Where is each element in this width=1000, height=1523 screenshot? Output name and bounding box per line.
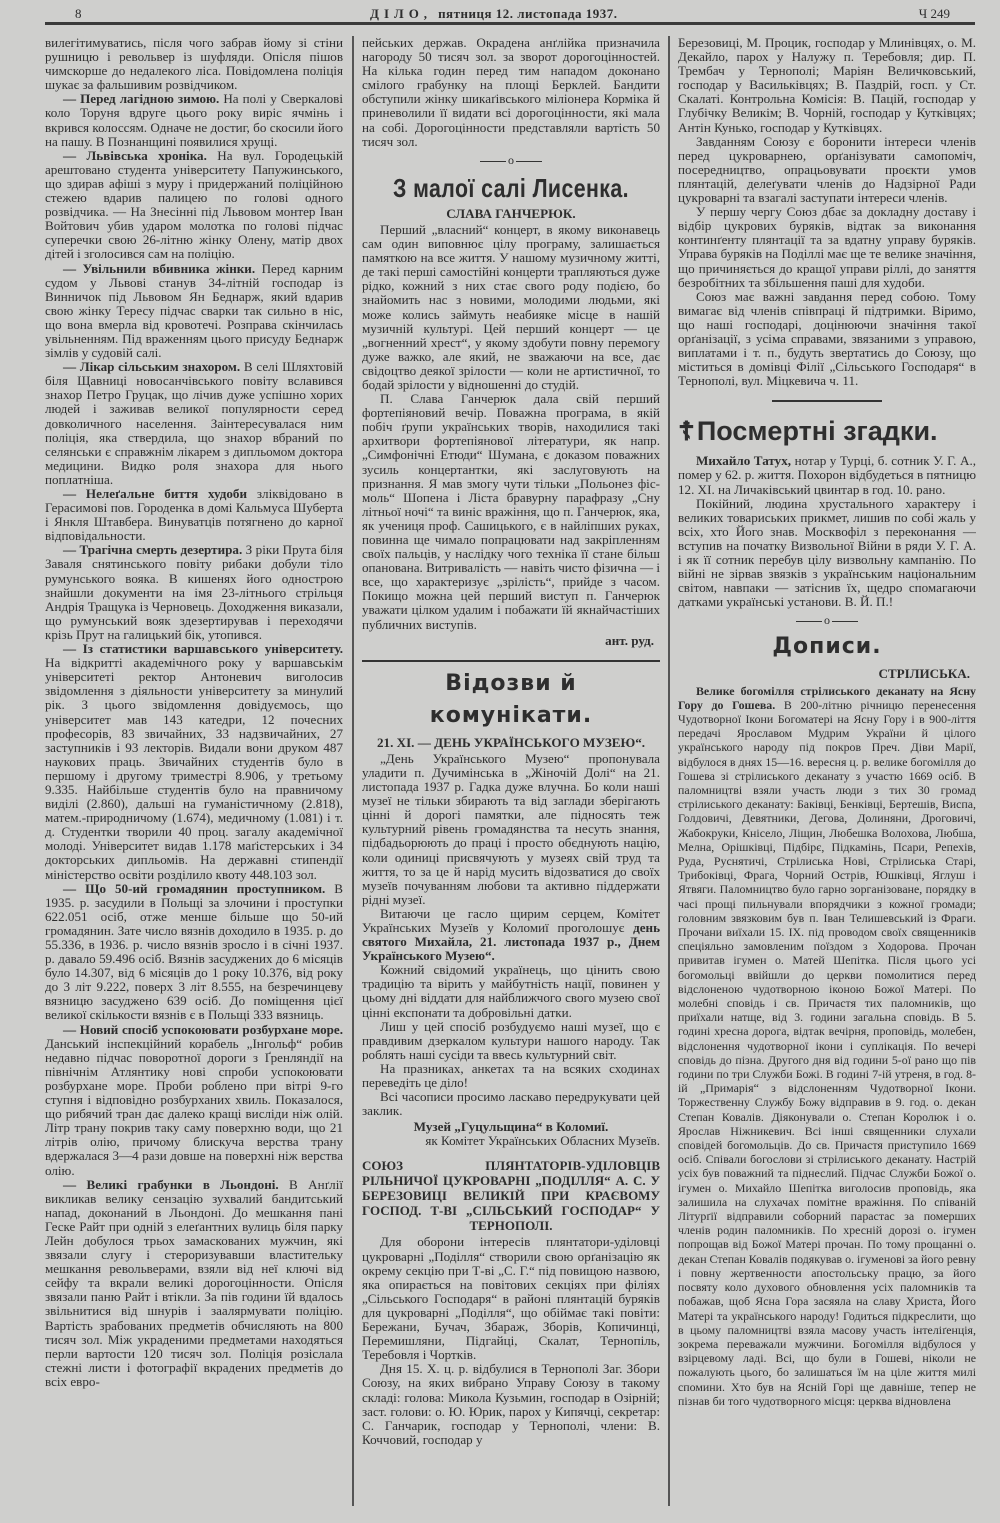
- article-paragraph: [45, 92, 343, 148]
- section-divider: o: [362, 153, 660, 167]
- paragraph-text: Дня 15. X. ц. р. відбулися в Тернополі Заг. Збори Союзу, на яких вибрано Управу Союзу в такому складі: голова: Микола Кузьмин, господар в Озірній; заст. голови: о. Ю. Юрик, парох у Кипячці, секретар: С. Ганчарик, господар у Тернополі, члени: В. Коччовий, господар у: [362, 1361, 660, 1447]
- orthodox-cross-icon: ☦: [678, 416, 695, 447]
- article-paragraph: [678, 497, 976, 610]
- paragraph-text: Всі часописи просимо ласкаво передрукувати цей заклик.: [362, 1089, 660, 1119]
- paragraph-text: Для оборони інтересів плянтатори-уділовці цукроварні „Поділля“ створили свою орґанізацію як окрему секцію при Т-ві „С. Г.“ під повищою назвою, яка опирається на повітових секціях при філіях „Сільського Господаря“ в районі плянтацій буряків для цукроварні „Поділля“, що обіймає такі повіти: Бережани, Бучач, Збараж, Зборів, Копичинці, Перемишляни, Підгайці, Скалат, Тернопіль, Теребовля і Чортків.: [362, 1234, 660, 1363]
- newspaper-title: ДІЛО,: [370, 6, 433, 21]
- article-lead-heading: Велике богомілля стрілиського деканату на Ясну Гору до Гошева.: [678, 683, 976, 712]
- emphasized-text: день святого Михайла, 21. листопада 1937 р., Днем Українського Музею“.: [362, 919, 660, 964]
- paragraph-text: Витаючи це гасло щирим серцем, Комітет Українських Музеїв у Коломиї проголошує: [362, 905, 660, 935]
- article-paragraph: [678, 290, 976, 389]
- article-paragraph: [362, 1235, 660, 1362]
- article-paragraph: [362, 1062, 660, 1090]
- article-paragraph: [362, 392, 660, 632]
- article-paragraph: [678, 684, 976, 1408]
- article-paragraph: [45, 642, 343, 882]
- article-paragraph: [362, 36, 660, 149]
- paragraph-text: В 1935. р. засудили в Польщі за злочини і проступки 622.051 осіб, отже менше більше що 50-ий громадянин. Зате число вязнів доходило в 1935. р. до 55.336, в 1936. р. число вязнів зросло і в січні 1937. р. давало 59.496 осіб. Вязнів засуджених до 6 місяців було 14.307, від 6 місяців до 1 року 10.376, від року до 3 літ 9.222, поверх 3 літ 8.555, на безречинцеву вязницю засуджено 639 осіб. До поміщення цієї великої скількости вязнів є в Польщі 333 вязниць.: [45, 880, 343, 1023]
- article-lead-heading: — Що 50-ий громадянин проступником.: [63, 880, 326, 896]
- article-paragraph: [45, 1023, 343, 1178]
- paragraph-text: вилегітимуватись, після чого забрав йому зі стіни рушницю і револьвер із шуфляди. Опісля пішов чимскорше до недалекого ліса. Повідомлена поліція шукає за фальшивим розвідчиком.: [45, 36, 343, 93]
- column-3: [678, 36, 976, 1506]
- article-lead-heading: Михайло Татух,: [696, 453, 792, 469]
- issue-date: пятниця 12. листопада 1937.: [438, 6, 618, 21]
- paragraph-text: Перший „власний“ концерт, в якому виконавець сам один виповнює цілу програму, залишається памяткою на все життя. У нашому музичному житті, де такі перші самостійні концерти трапляються дуже рідко, кожний з них стає свого роду подією, бо знайомить нас з новими, молодими людьми, які може колись займуть неабияке місце в нашій музичній культурі. Цей перший концерт — це „вогненний хрест“, у якому здобути повну перемогу дуже важко, але який, не зважаючи на все, дає свідоцтво деякої зрілости — коли не артистичної, то бодай зрілости у відношенні до студій.: [362, 221, 660, 392]
- paragraph-text: Покійний, людина хрустального характеру і великих товариських прикмет, лишив по собі жаль у всіх, хто Його знав. Москвофіл з переконання — вступив на початку Визвольної Війни в ряди У. Г. А. і як її сотник перебув цілу визвольну кампанію. По війні не зірвав звязків з українським національним світом, навпаки — затіснив їх, щедро спомагаючи датками українські установи. В. Й. П.!: [678, 495, 976, 610]
- paragraph-text: В 200-літню річницю перенесення Чудотворної Ікони Богоматері на Ясну Гору і в 900-ліття передачі Ярославом Мудрим України й цілого українського народу під покров Преч. Діви Марії, відбулося в днях 15—16. вересня ц. р. велике богомілля до Гошева зі стрілиського деканату з участю 1669 осіб. В паломництві взяли участь люди з тих 30 громад стрілиського деканату: Баківці, Бенківці, Бертешів, Виспа, Голдовичі, Девятники, Дегова, Долиняни, Дроговичі, Жабокруки, Кнісело, Ліщин, Любешка Волохова, Любша, Мелна, Орішківці, Підбірє, Підкамінь, Псари, Репехів, Руда, Руснятичі, Стрілиська Нові, Стрілиська Старі, Трибоківці, Фрага, Чорний Острів, Юшківці, Яглуш і Ятвяги. Паломництво було гарно зорганізоване, порядку в часі прощі пильнували впорядчики з кожної громади; головним звязковим був п. Іван Телишевський із Фраги. Прочани виїхали 15. IX. під проводом своїх священників спеціяльно замовленим поїздом з Ходорова. Прочан привитав ігумен о. Матей Шепітка. Після цього усі богомольці ввійшли до церкви помолитися перед відслоненою чудотворною іконою Божої Матері. По молебні сповідь і св. Причастя тих паломників, що приїхали натще, від 3. години загальна сповідь. В 5. годині хресна дорога, відтак вечірня, проповідь, молебен, відслонення чудотворної ікони і суплікація. По вечері сповідь до пізна. Другого дня від години 5-ої рано що пів години по три Служби Божі. В годині 7-ій утреня, в год. 8-ій „Примарія“ з відслоненням Чудотворної Ікони. Торжественну Службу Божу відправив в 9. год. о. декан Степан Ковалів. Діяконували о. Степан Королюк і о. Ярослав Ніжникевич. Всі інші священники слухали сповідей богомольців. До св. Причастя приступило 1669 осіб. Співали богослови зі стрілиського деканату. Настрій усіх був поважний та піднеслий. Підчас Служби Божої о. ігумен о. Михайло Шепітка виголосив проповідь, яка залишила на слухачах помітне вражіння. По співаній Літурґії відправили соборний парастас за померших членів родин паломників. По хресній дорозі о. ігумен попрощав від Божої Матері прочан. По тому прощанні о. декан Степан Ковалів подякував о. ігуменові за його ревну і повну жертвенности апостольську працю, за його посвяту коло духового обновлення усіх паломників та побажав, щоб Ясна Гора засяяла на славу Христа, Його Матері та українського народу! Годиться підкреслити, що в цьому паломництві взяла масову участь інтеліґенція, зокрема переважали мужчини. Богомілля відбулося у взірцевому ладі. Всі, що були в Гошеві, ніколи не пожалують цього, бо залишаться їм на ціле життя милі спомини. Хто був на Ясній Горі ще давніше, тепер не пізнав би того чудотворного місця: церква відновлена: [678, 697, 976, 1408]
- paragraph-text: Березовиці, М. Процик, господар у Млинівцях, о. М. Декайло, парох у Налужу п. Теребовля; дир. П. Трембач у Тернополі; Маріян Величковський, господар у Васильківцях; В. Паздрій, госп. у Ст. Скалаті. Контрольна Комісія: В. Пацій, господар у Глубічку Великім; В. Чорній, господар у Кутківцях; Антін Кунько, господар у Кутківцях.: [678, 36, 976, 135]
- article-paragraph: [45, 1178, 343, 1389]
- article-paragraph: [45, 262, 343, 361]
- article-paragraph: [45, 487, 343, 543]
- article-lead-heading: — Трагічна смерть дезертира.: [63, 542, 243, 558]
- article-paragraph: [362, 752, 660, 907]
- section-divider: o: [678, 613, 976, 627]
- column-2: [362, 36, 660, 1506]
- page-number: 8: [75, 6, 82, 21]
- section-heading: Дописи.: [772, 634, 882, 660]
- paragraph-text: Кожний свідомий українець, що цінить свою традицію та вірить у майбутність нації, повинен у цьому дні віддати для найближчого свого музею свої цінні експонати та добровільні датки.: [362, 962, 660, 1020]
- article-paragraph: [362, 907, 660, 963]
- paragraph-text: зліквідовано в Герасимові пов. Городенка в домі Кальмуса Шуберта і Янкля Штавбера. Винуватців потягнено до карної відповідальности.: [45, 486, 343, 544]
- paragraph-text: В селі Шляхтовій біля Щавниці новосанчівського повіту вславився знахор Петро Груцак, що лічив дуже успішно хорих людей і заживав великої популярности серед довколичного населення. Заінтересувалася ним поліція, яка ствердила, що знахор вбраний по селянськи є справжнім лікарем з дипльомом доктора медицини. Видко роля знахора для нього поплатніша.: [45, 359, 343, 487]
- section-heading-text: Посмертні згадки.: [696, 416, 938, 447]
- byline: СТРІЛИСЬКА.: [878, 666, 970, 682]
- article-paragraph: [678, 135, 976, 205]
- article-paragraph: [45, 36, 343, 92]
- signature-note: як Комітет Українських Обласних Музеїв.: [425, 1133, 660, 1149]
- paragraph-text: Данський інспекційний корабель „Інгольф“ робив недавно підчас поворотної дороги з Ґренляндії на північнім Атлянтику нові спроби успокоювати розбурхане море. Проби роблено при вітрі 9-го ступня і відповідно розбурханих хвиль. Показалося, що рибячий тран дає далеко кращі висліди ніж олій. Літр трану покрив таку саму поверхню води, що 21 літрів олію, причому блискуча верства трану вдержалася 3—4 рази довше на поверхні ніж верства олію.: [45, 1035, 343, 1178]
- article-lead-heading: — Лікар сільським знахором.: [63, 359, 241, 375]
- article-paragraph: [45, 882, 343, 1023]
- signature: Музей „Гуцульщина“ в Коломиї.: [413, 1119, 609, 1135]
- article-paragraph: [362, 963, 660, 1019]
- article-lead-heading: — Львівська хроніка.: [63, 147, 207, 163]
- paragraph-text: Перед карним судом у Львові станув 34-літній господар із Винничок під Львовом Ян Беднарж, який вдарив свою жінку Тересу підчас сварки так сильно в ніс, що вона вмерла від кровотечі. Розправа скінчилась увільненням. Під враженням цього присуду Беднарж зімлів у судовій салі.: [45, 260, 343, 361]
- section-heading: [678, 412, 976, 450]
- header-rule: [45, 22, 975, 25]
- article-subheading: СЛАВА ГАНЧЕРЮК.: [446, 205, 576, 221]
- paragraph-text: „День Українського Музею“ пропонувала уладити п. Дучимінська в „Жіночій Долі“ на 21. листопада 1937 р. Гадка дуже влучна. Бо коли наші музеї не тільки збирають та від заглади зберігають цінні й дорогі памятки, але підносять теж культурний рівень громадянства та несуть знання, підбадьорюють до праці і просто обєднують націю, коли одиниці присвячують у музеях свій труд та життя, то за це й нарід мусить відозватися до своїх музеїв почуванням любови та активно піддержати рідні музеї.: [362, 750, 660, 907]
- paragraph-text: Союз має важні завдання перед собою. Тому вимагає від членів співпраці й підтримки. Віримо, що наші господарі, доцінюючи значіння такої орґанізації, з усіма справами, звязаними з управою, виплатами і т. п., будуть звертатись до Союзу, що міститься в домівці Філії „Сільського Господаря“ в Тернополі, вул. Міцкевича ч. 11.: [678, 288, 976, 389]
- paragraph-text: нотар у Турці, б. сотник У. Г. А., помер у 62. р. життя. Похорон відбудеться в пятницю 12. XI. на Личаківський цвинтар в год. 10. рано.: [678, 453, 976, 497]
- paragraph-text: На полі у Сверкалові коло Торуня вдруге цього року виріс ячмінь і вкрився колоссям. Одначе не достиг, бо скосили його на пашу. В Познанщині появилися хрущі.: [45, 91, 343, 149]
- paragraph-text: На вул. Городецькій арештовано студента університету Папужинського, що здирав афіші з муру і придержаний поліційною стежею вдарив палицею по голові одного розвідчика. — На Знесінні під Львовом монтер Іван Войтович убив ударом молотка по голові підчас суперечки свою 26-літню жінку Олену, матір двох дітей і зголосився сам на поліцію.: [45, 147, 343, 262]
- section-heading: З малої салі Лисенка.: [393, 172, 629, 203]
- paragraph-text: На відкритті академічного року у варшавськім університеті ректор Антоневич виголосив звідомлення з діяльности університету за минулий рік. З цього звідомлення довідуємось, що університет мав 143 катедри, 12 почесних професорів, 83 звичайних, 33 надзвичайних, 27 заступників і 93 лекторів. Видали вони друком 487 наукових праць. Звичайних студентів було в першому і другому триместрі 8.906, у третьому 9.335. Найбільше студентів було на правничому виділі (2.860), дальші на гуманістичному (2.818), матем.-природничому (1.674), медичному (1.081) і т. д. Студентки творили 40 проц. загалу академічної молоді. Університет видав 1.178 маґістерських і 34 докторських дипльомів. На державні стипендії міністерство освіти розділило квоту 448.103 зол.: [45, 655, 343, 882]
- column-rule: [352, 36, 354, 1506]
- section-rule: [362, 660, 660, 662]
- article-paragraph: [362, 223, 660, 392]
- article-lead-heading: — Увільнили вбивника жінки.: [63, 260, 256, 276]
- article-paragraph: [362, 1090, 660, 1118]
- paragraph-text: пейських держав. Окрадена анґлійка призначила нагороду 50 тисяч зол. за зворот дорогоцінностей. На кілька годин перед тим нападом доконано смілого грабунку на площі Берклей. Бандити обступили жінку шикаґівського міліонера Корміка й приневолили її видати всі дорогоцінности, які мала на собі. Дорогоцінности представляли вартість 50 тисяч зол.: [362, 36, 660, 149]
- article-lead-heading: — Із статистики варшавського університету.: [63, 641, 343, 657]
- paragraph-text: З ріки Прута біля Заваля снятинського повіту рибаки добули тіло румунського вояка. В кишенях його однострою знайшли документи на імя 23-літнього стрільця Андрія Тращука із Черновець. Доходження виказали, що румунський вояк здезертирував і переходячи крізь Прут на галицький бік, утопився.: [45, 542, 343, 642]
- paragraph-text: П. Слава Ганчерюк дала свій перший фортепіяновий вечір. Поважна програма, в якій побіч ґрупи українських творів, находилися такі архитвори фортепіянової літератури, як напр. „Симфонічні Етюди“ Шумана, є доказом поважних зусиль концертантки, які заслуговують на признання. Я мав змогу чути тільки „Польонез фіс-моль“ Шопена і Ліста бравурну парафразу „Сну літньої ночі“ та виніс вражіння, що п. Ганчерюк, яка, як учениця проф. Сашицького, є в найліпших руках, повинна ще чимало попрацювати над закріпленням своїх пальців, у наслідку чого техніка її стане більш опанована. Витривалість — навіть чисто фізична — і все, що характеризує „зрілість“, прийде з часом. Покищо можна цей перший виступ п. Ганчерюк уважати цілком удалим і побажати їй якнайчастіших публичних виступів.: [362, 391, 660, 632]
- paragraph-text: На празниках, анкетах та на всяких сходинах переведіть це діло!: [362, 1060, 660, 1090]
- section-rule: [772, 400, 882, 402]
- byline: ант. руд.: [605, 632, 654, 648]
- article-paragraph: [45, 149, 343, 262]
- article-paragraph: [45, 543, 343, 642]
- page-header: [70, 4, 970, 22]
- article-paragraph: [678, 36, 976, 135]
- article-lead-heading: — Нелеґальне биття худоби: [63, 486, 248, 501]
- article-paragraph: [678, 454, 976, 496]
- section-heading: Відозви й комунікати.: [429, 670, 593, 728]
- column-1: [45, 36, 343, 1506]
- article-lead-heading: — Перед лагідною зимою.: [63, 91, 220, 107]
- article-paragraph: [678, 205, 976, 290]
- article-lead-heading: — Новий спосіб успокоювати розбурхане море.: [63, 1021, 343, 1037]
- paragraph-text: В Анґлії викликав велику сензацію зухвалий бандитський напад, доконаний в Льондоні. До мешкання пані Геске Райт при одній з елеґантних вулиць біля парку Лейн добулося трьох замаскованих мужчин, які звязали слугу і стероризувавши властительку мешкання револьверами, взяли від неї ключі від сейфу та вкрали великі дорогоцінности. Опісля звязали паню Райт і втікли. За пів години їй вдалось звільнитися від шнурів і заалярмувати поліцію. Вартість зрабованих предметів обчисляють на 800 тисяч зол. Між украденими предметами находяться перли вартости 120 тисяч зол. Поліція розіслала стежні листи і фотографії вкрадених предметів до всіх евро-: [45, 1176, 343, 1389]
- article-subheading: 21. XI. — ДЕНЬ УКРАЇНСЬКОГО МУЗЕЮ“.: [376, 734, 646, 750]
- article-paragraph: [45, 360, 343, 487]
- column-rule: [668, 36, 670, 1506]
- article-paragraph: [362, 1020, 660, 1062]
- paragraph-text: Лиш у цей спосіб розбудуємо наші музеї, що є правдивим дзеркалом культури нашого народу. Так роблять наші сусіди та ввесь культурний світ.: [362, 1018, 660, 1062]
- masthead: [370, 6, 618, 22]
- paragraph-text: Завданням Союзу є боронити інтереси членів перед цукроварнею, орґанізувати самопоміч, посередництво, опрацьовувати проєкти умов плянтацій, делеґувати членів до Надзірної Ради цукроварні та взагалі заступати інтереси членів.: [678, 133, 976, 206]
- article-lead-heading: — Великі грабунки в Льондоні.: [63, 1176, 279, 1192]
- paragraph-text: У першу чергу Союз дбає за докладну доставу і відбір цукрових буряків, відтак за виконання континґенту плянтації та за вдатну управу буряків. Управа буряків на Поділлі має ще те велике значіння, що причиняється до кращої управи ріллі, до заняття безробітних та збільшення паші для худоби.: [678, 204, 976, 290]
- article-headline: СОЮЗ ПЛЯНТАТОРІВ-УДІЛОВЦІВ РІЛЬНИЧОЇ ЦУКРОВАРНІ „ПОДІЛЛЯ“ А. С. У БЕРЕЗОВИЦІ ВЕЛИКІЙ ПРИ КРАЄВОМУ ГОСПОД. Т-ВІ „СІЛЬСЬКИЙ ГОСПОДАР“ У ТЕРНОПОЛІ.: [362, 1158, 660, 1234]
- article-paragraph: [362, 1362, 660, 1447]
- issue-number: Ч 249: [918, 6, 950, 21]
